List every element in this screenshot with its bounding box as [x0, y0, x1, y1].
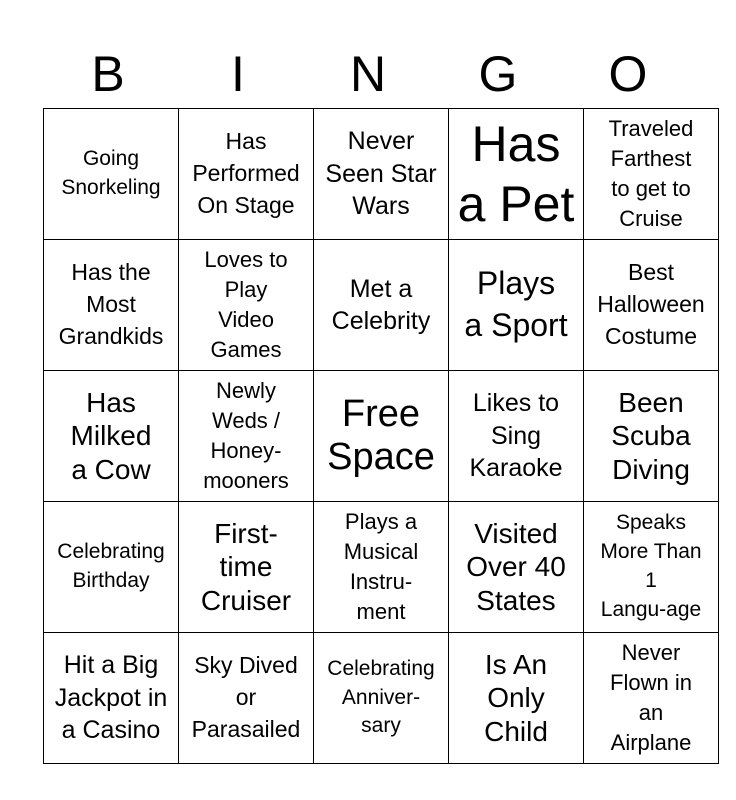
bingo-cell[interactable]	[314, 240, 449, 371]
cell-label: Has a Pet	[457, 116, 575, 232]
cell-label: Is An Only Child	[484, 649, 548, 747]
cell-label: Loves to Play Video Games	[204, 247, 288, 362]
header-letter-g: G	[478, 46, 518, 102]
cell-label: Plays a Sport	[464, 265, 568, 343]
board-row	[44, 109, 719, 240]
bingo-header	[43, 40, 693, 108]
bingo-cell[interactable]	[179, 502, 314, 633]
bingo-cell[interactable]	[179, 371, 314, 502]
cell-label: Met a Celebrity	[331, 274, 431, 335]
cell-label: Newly Weds / Honey- mooners	[203, 378, 289, 493]
bingo-cell[interactable]	[44, 502, 179, 633]
bingo-cell[interactable]	[314, 109, 449, 240]
cell-label: Has Performed On Stage	[192, 128, 300, 218]
bingo-cell[interactable]	[179, 109, 314, 240]
cell-label: Has the Most Grandkids	[58, 259, 164, 349]
cell-label: Been Scuba Diving	[611, 387, 691, 485]
bingo-cell[interactable]	[449, 109, 584, 240]
header-letter-o: O	[608, 46, 648, 102]
cell-label: Best Halloween Costume	[597, 259, 705, 349]
bingo-cell[interactable]	[44, 633, 179, 764]
cell-label: Sky Dived or Parasailed	[191, 652, 301, 742]
cell-label: Free Space	[327, 393, 435, 478]
cell-label: Going Snorkeling	[61, 147, 161, 199]
cell-label: Has Milked a Cow	[70, 387, 152, 485]
bingo-cell[interactable]	[449, 502, 584, 633]
cell-label: First- time Cruiser	[200, 518, 292, 616]
cell-label: Speaks More Than 1 Langu-age	[600, 511, 702, 621]
board-row	[44, 633, 719, 764]
bingo-cell[interactable]	[449, 633, 584, 764]
cell-label: Celebrating Birthday	[57, 540, 165, 592]
bingo-cell[interactable]	[314, 502, 449, 633]
bingo-cell[interactable]	[584, 633, 719, 764]
bingo-cell[interactable]	[179, 633, 314, 764]
free-space-cell[interactable]	[314, 371, 449, 502]
bingo-cell[interactable]	[584, 502, 719, 633]
cell-label: Never Seen Star Wars	[325, 127, 437, 221]
bingo-cell[interactable]	[584, 109, 719, 240]
bingo-cell[interactable]	[449, 240, 584, 371]
cell-label: Never Flown in an Airplane	[610, 640, 692, 755]
cell-label: Likes to Sing Karaoke	[469, 389, 563, 483]
cell-label: Plays a Musical Instru- ment	[343, 509, 419, 624]
cell-label: Traveled Farthest to get to Cruise	[608, 116, 694, 231]
header-letter-b: B	[91, 46, 125, 102]
bingo-cell[interactable]	[449, 371, 584, 502]
board-row	[44, 502, 719, 633]
cell-label: Celebrating Anniver- sary	[327, 656, 435, 738]
bingo-cell[interactable]	[584, 371, 719, 502]
cell-label: Hit a Big Jackpot in a Casino	[54, 651, 168, 745]
header-letter-n: N	[349, 46, 387, 102]
board-row	[44, 371, 719, 502]
header-letter-i: I	[231, 46, 245, 102]
bingo-cell[interactable]	[44, 240, 179, 371]
bingo-cell[interactable]	[314, 633, 449, 764]
bingo-cell[interactable]	[44, 109, 179, 240]
bingo-cell[interactable]	[179, 240, 314, 371]
board-row	[44, 240, 719, 371]
bingo-board	[43, 108, 719, 764]
cell-label: Visited Over 40 States	[466, 518, 566, 616]
bingo-cell[interactable]	[44, 371, 179, 502]
bingo-cell[interactable]	[584, 240, 719, 371]
